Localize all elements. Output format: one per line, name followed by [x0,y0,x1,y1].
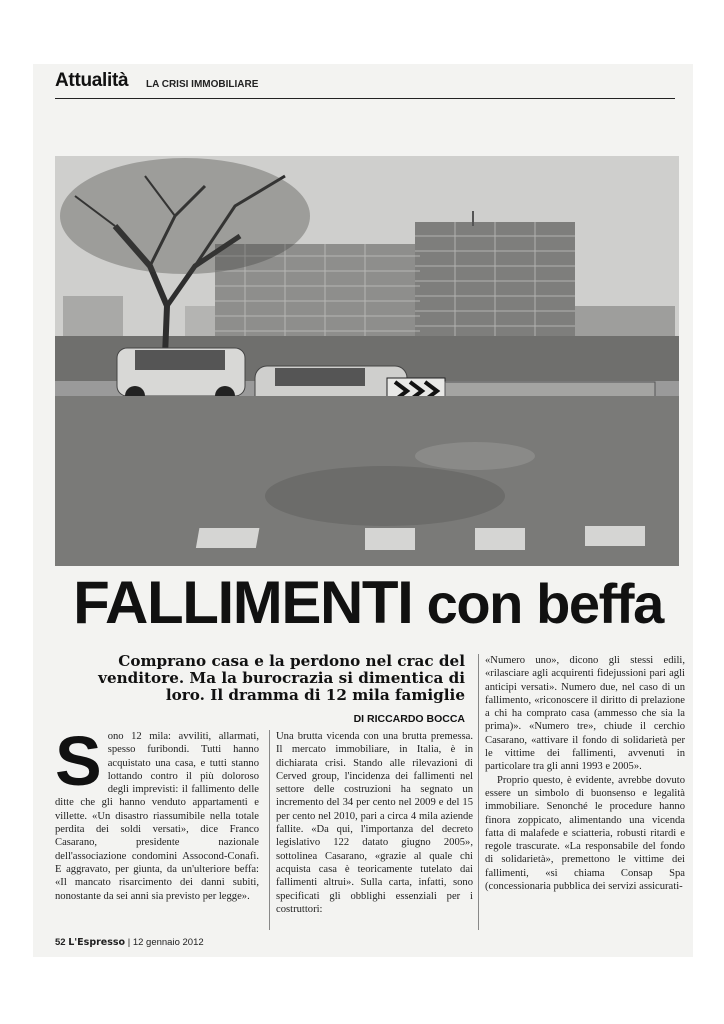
magazine-logo: L'Espresso [68,937,126,948]
text-column-1 [55,730,259,930]
article-photo [55,156,679,566]
issue-date: | 12 gennaio 2012 [127,937,204,948]
section-header [55,68,675,99]
article-deck: Comprano casa e la perdono nel crac del venditore. Ma la burocrazia si dimentica di loro. Il dramma di 12 mila famiglie [98,652,465,704]
article-byline: DI RICCARDO BOCCA [353,713,465,725]
paragraph: Proprio questo, è evidente, avrebbe dovuto essere un simbolo di buonsenso e legalità immobiliare. Senonché le procedure hanno finora zoppicato, alimentando una vicenda fatta di malafede e sciatteria, robusti ritardi e regole trascurate. «La responsabile del fondo di solidarietà», premettono le vittime dei fallimenti, «si chiama Consap Spa (concessionaria pubblica dei servizi assicurati- [485,774,685,893]
page-number: 52 [55,937,66,948]
headline-main: FALLIMENTI [73,569,413,636]
headline-secondary: con beffa [426,572,663,635]
paragraph: «Numero uno», dicono gli stessi edili, «rilasciare agli acquirenti fidejussioni pari agli anticipi versati». Numero due, nel caso di un fallimento, «riconoscere il diritto di prelazione a chi ha comprato casa (ammesso che sia la prima)». «Numero tre», chiude il cerchio Casarano, «attivare il fondo di solidarietà per le vittime dei fallimenti, avvenuti in particolare tra gli anni 1993 e 2005». [485,655,685,773]
text-column-3 [478,654,685,930]
paragraph: Una brutta vicenda con una brutta premessa. Il mercato immobiliare, in Italia, è in dichiarata crisi. Stando alle rilevazioni di Cerved group, l'incidenza dei fallimenti nel settore delle costruzioni ha segnato un incremento del 34 per cento nel 2009 e del 15 per cento nel 2010, pari a circa 4 mila aziende fallite. «Da qui, l'importanza del decreto legislativo 122 datato giugno 2005», sottolinea Casarano, «grazie al quale chi acquista casa è teoricamente tutelato dai fallimenti altrui». Sulla carta, infatti, sono specificati gli obblighi essenziali per i costruttori: [276,731,473,915]
section-subtitle: LA CRISI IMMOBILIARE [146,79,259,90]
section-name: Attualità [55,70,129,91]
article-headline [55,570,681,637]
drop-cap: S [55,730,102,800]
page-footer [55,937,204,948]
text-column-2 [269,730,473,930]
paragraph: ono 12 mila: avviliti, allarmati, spesso furibondi. Tutti hanno acquistato una casa, e tutti stanno lottando contro il più doloroso degli imprevisti: il fallimento delle ditte che gli hanno venduto appartamenti e villette. «Un disastro riassumibile nella totale perdita dei soldi versati», dice Franco Casarano, presidente nazionale dell'associazione condomini Assocond-Conafi. E aggravato, per giunta, da un'ulteriore beffa: «Il mancato risarcimento dei danni subiti, nonostante da sei anni sia previsto per legge». [55,731,259,902]
magazine-page [33,64,693,957]
